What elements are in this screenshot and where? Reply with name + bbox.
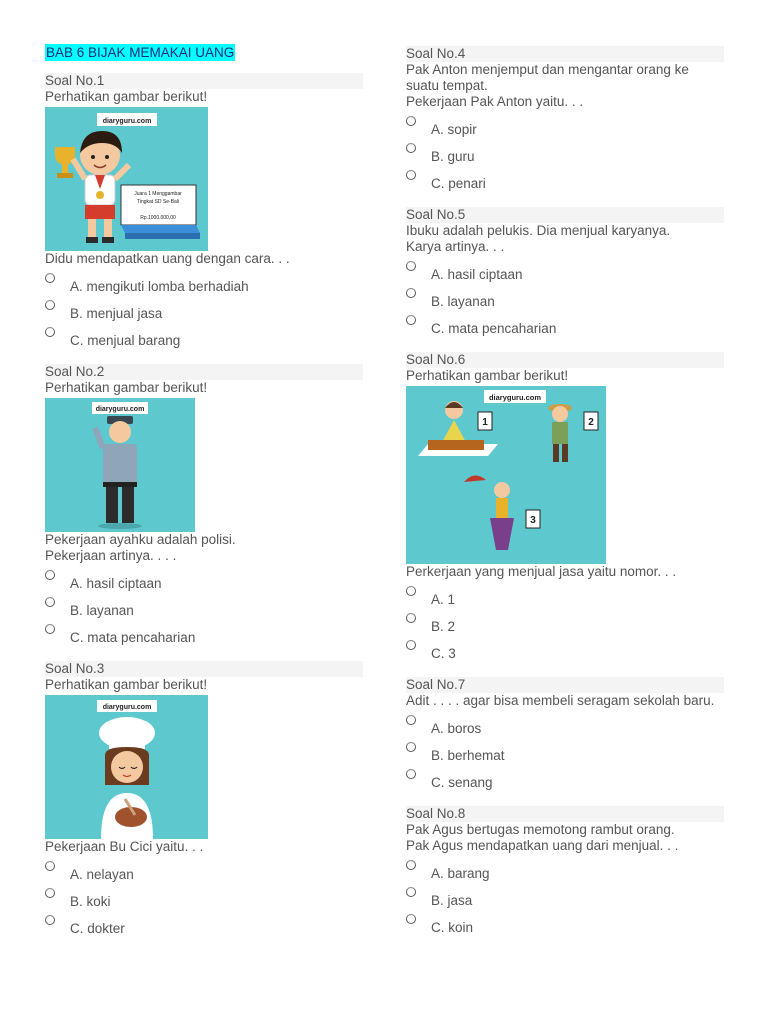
option-a[interactable] [406,582,724,609]
option-b[interactable] [45,593,363,620]
question-number: Soal No.1 [45,73,363,89]
figure-label-1: 1 [482,417,488,428]
option-a[interactable] [406,257,724,284]
radio-button[interactable] [45,624,55,634]
radio-button[interactable] [406,586,416,596]
option-label[interactable]: C. penari [431,176,486,191]
option-label[interactable]: A. mengikuti lomba berhadiah [70,279,249,294]
radio-button[interactable] [406,860,416,870]
option-label[interactable]: C. mata pencaharian [70,630,196,645]
jobs-illustration [406,386,606,564]
question-3 [45,661,363,938]
question-6 [406,352,724,663]
option-a[interactable] [45,566,363,593]
question-text: Ibuku adalah pelukis. Dia menjual karyanya. [406,223,671,238]
question-number: Soal No.8 [406,806,724,822]
sign-text-1: Juara 1 Menggambar [134,191,182,197]
option-c[interactable] [45,323,363,350]
question-number: Soal No.2 [45,364,363,380]
option-c[interactable] [406,166,724,193]
option-label[interactable]: A. barang [431,866,490,881]
option-label[interactable]: A. hasil ciptaan [70,576,162,591]
question-number: Soal No.5 [406,207,724,223]
option-b[interactable] [45,884,363,911]
radio-button[interactable] [406,288,416,298]
radio-button[interactable] [406,887,416,897]
option-label[interactable]: A. 1 [431,592,456,607]
sign-text-2: Tingkat SD Se-Bali [136,199,180,205]
question-text: Perhatikan gambar berikut! [406,368,569,383]
option-label[interactable]: C. 3 [431,646,456,661]
option-label[interactable]: C. dokter [70,921,125,936]
radio-button[interactable] [406,613,416,623]
option-a[interactable] [406,711,724,738]
trophy-boy-illustration [45,107,208,251]
radio-button[interactable] [406,769,416,779]
option-b[interactable] [406,284,724,311]
radio-button[interactable] [406,170,416,180]
question-text: Perhatikan gambar berikut! [45,677,208,692]
question-number: Soal No.6 [406,352,724,368]
option-c[interactable] [406,765,724,792]
option-label[interactable]: C. menjual barang [70,333,181,348]
document-title: BAB 6 BIJAK MEMAKAI UANG [46,45,235,60]
radio-button[interactable] [406,315,416,325]
question-4 [406,46,724,193]
option-label[interactable]: B. berhemat [431,748,505,763]
image-watermark: diaryguru.com [102,118,152,125]
question-text: Adit . . . . agar bisa membeli seragam sekolah baru. [406,693,715,708]
question-1 [45,73,363,350]
radio-button[interactable] [45,570,55,580]
option-label[interactable]: B. guru [431,149,475,164]
question-prompt: Didu mendapatkan uang dengan cara. . . [45,251,290,266]
question-text: Perhatikan gambar berikut! [45,89,208,104]
option-label[interactable]: B. layanan [70,603,134,618]
question-prompt: Pekerjaan Bu Cici yaitu. . . [45,839,204,854]
option-label[interactable]: B. koki [70,894,111,909]
option-a[interactable] [406,856,724,883]
option-label[interactable]: C. senang [431,775,493,790]
question-2 [45,364,363,647]
option-c[interactable] [406,311,724,338]
question-7 [406,677,724,792]
option-label[interactable]: C. mata pencaharian [431,321,557,336]
option-c[interactable] [406,636,724,663]
question-text: Pekerjaan Pak Anton yaitu. . . [406,94,584,109]
question-number: Soal No.4 [406,46,724,62]
option-label[interactable]: A. hasil ciptaan [431,267,523,282]
radio-button[interactable] [45,273,55,283]
radio-button[interactable] [406,116,416,126]
radio-button[interactable] [45,597,55,607]
police-illustration [45,398,195,532]
question-text: Karya artinya. . . [406,239,505,254]
image-watermark: diaryguru.com [102,704,152,711]
radio-button[interactable] [45,327,55,337]
option-b[interactable] [45,296,363,323]
option-label[interactable]: C. koin [431,920,474,935]
option-label[interactable]: B. menjual jasa [70,306,163,321]
option-c[interactable] [406,910,724,937]
question-number: Soal No.3 [45,661,363,677]
option-label[interactable]: A. boros [431,721,482,736]
question-prompt: Perkerjaan yang menjual jasa yaitu nomor. . . [406,564,677,579]
option-label[interactable]: B. 2 [431,619,456,634]
option-b[interactable] [406,738,724,765]
option-a[interactable] [406,112,724,139]
question-prompt: Pekerjaan ayahku adalah polisi. [45,532,236,547]
radio-button[interactable] [406,261,416,271]
question-prompt: Pekerjaan artinya. . . . [45,548,177,563]
option-c[interactable] [45,911,363,938]
question-text: suatu tempat. [406,78,488,93]
radio-button[interactable] [45,300,55,310]
image-watermark: diaryguru.com [95,406,145,413]
figure-label-3: 3 [530,515,536,526]
option-label[interactable]: B. jasa [431,893,473,908]
option-a[interactable] [45,269,363,296]
radio-button[interactable] [406,742,416,752]
option-b[interactable] [406,609,724,636]
question-8 [406,806,724,937]
right-column [406,46,724,951]
option-label[interactable]: A. sopir [431,122,477,137]
left-column [45,44,363,952]
question-5 [406,207,724,338]
image-watermark: diaryguru.com [488,393,542,402]
radio-button[interactable] [406,715,416,725]
question-text: Perhatikan gambar berikut! [45,380,208,395]
option-b[interactable] [406,883,724,910]
radio-button[interactable] [406,143,416,153]
radio-button[interactable] [45,861,55,871]
radio-button[interactable] [45,888,55,898]
radio-button[interactable] [406,914,416,924]
option-b[interactable] [406,139,724,166]
question-text: Pak Agus mendapatkan uang dari menjual. . . [406,838,679,853]
option-label[interactable]: A. nelayan [70,867,134,882]
option-label[interactable]: B. layanan [431,294,495,309]
question-number: Soal No.7 [406,677,724,693]
option-c[interactable] [45,620,363,647]
question-text: Pak Agus bertugas memotong rambut orang. [406,822,675,837]
figure-label-2: 2 [588,417,594,428]
radio-button[interactable] [45,915,55,925]
question-text: Pak Anton menjemput dan mengantar orang ke [406,62,689,77]
sign-text-3: Rp.1000.000,00 [140,215,176,221]
chef-illustration [45,695,208,839]
radio-button[interactable] [406,640,416,650]
option-a[interactable] [45,857,363,884]
